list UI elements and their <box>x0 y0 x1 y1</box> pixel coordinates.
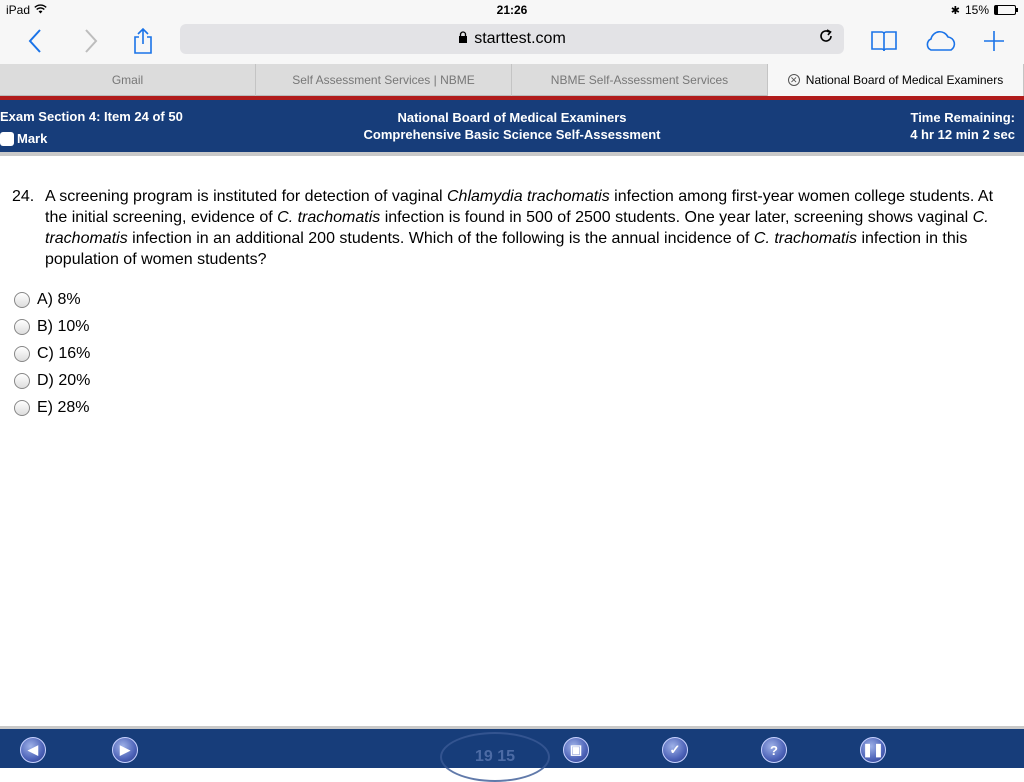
share-icon[interactable] <box>130 24 156 58</box>
close-tab-icon[interactable]: ✕ <box>788 74 800 86</box>
reload-icon[interactable] <box>818 28 834 49</box>
address-bar[interactable] <box>180 24 844 54</box>
radio-button[interactable] <box>14 346 30 362</box>
mark-label: Mark <box>17 131 48 146</box>
stem-part: infection is found in 500 of 2500 students. One year later, screening shows vaginal <box>380 209 973 226</box>
chevron-left-icon[interactable] <box>22 24 48 58</box>
next-icon[interactable]: ▶ <box>112 737 138 763</box>
exam-title-line2: Comprehensive Basic Science Self-Assessment <box>363 127 661 142</box>
url-text: starttest.com <box>474 30 566 47</box>
option-label: B) 10% <box>37 317 90 335</box>
header-divider <box>0 152 1024 156</box>
review-icon[interactable]: ✓ <box>662 737 688 763</box>
lab-values-icon[interactable]: ▣ <box>563 737 589 763</box>
option-e[interactable] <box>14 394 90 421</box>
stem-part: A screening program is instituted for detection of vaginal <box>45 188 447 205</box>
time-value: 4 hr 12 min 2 sec <box>910 127 1015 142</box>
question-stem <box>12 186 1002 270</box>
option-label: E) 28% <box>37 398 90 416</box>
battery-percent: 15% <box>964 3 989 17</box>
tab-self-assessment-services[interactable] <box>256 64 512 96</box>
stem-part: infection among first-year women college students. At the initial screening, evidence of <box>45 188 994 226</box>
stem-organism: C. trachomatis <box>45 209 989 247</box>
cloud-icon[interactable] <box>922 24 960 58</box>
time-label: Time Remaining: <box>910 110 1015 125</box>
chevron-right-icon[interactable] <box>78 24 104 58</box>
status-bar <box>0 0 1024 20</box>
pause-icon[interactable]: ❚❚ <box>860 737 886 763</box>
tab-label: NBME Self-Assessment Services <box>550 73 729 87</box>
option-label: A) 8% <box>37 290 81 308</box>
status-right <box>951 3 1016 17</box>
option-d[interactable] <box>14 367 90 394</box>
tab-label: Self Assessment Services | NBME <box>292 73 475 87</box>
exam-title-line1: National Board of Medical Examiners <box>397 110 627 125</box>
option-b[interactable] <box>14 313 90 340</box>
status-time: 21:26 <box>496 3 528 17</box>
book-icon[interactable] <box>868 24 900 58</box>
browser-toolbar <box>0 20 1024 64</box>
option-a[interactable] <box>14 286 90 313</box>
option-label: D) 20% <box>37 371 91 389</box>
exam-title <box>0 109 1024 143</box>
battery-icon <box>994 5 1016 15</box>
question-number: 24. <box>12 188 35 205</box>
time-remaining <box>910 109 1015 143</box>
bottom-nav <box>0 726 1024 768</box>
stem-organism: C. trachomatis <box>277 209 381 226</box>
seal-text: 19 15 <box>474 748 516 765</box>
bluetooth-icon: ✱ <box>950 4 960 17</box>
tab-nbme-active[interactable] <box>768 64 1024 96</box>
radio-button[interactable] <box>14 292 30 308</box>
tab-label: Gmail <box>111 73 144 87</box>
radio-button[interactable] <box>14 400 30 416</box>
previous-icon[interactable]: ◀ <box>20 737 46 763</box>
exam-header <box>0 100 1024 152</box>
stem-organism: C. trachomatis <box>753 230 858 247</box>
lock-icon <box>458 30 468 48</box>
answer-options <box>14 286 90 421</box>
tab-bar <box>0 64 1024 96</box>
tab-nbme-self-assessment[interactable] <box>512 64 768 96</box>
stem-organism: Chlamydia trachomatis <box>447 188 610 205</box>
stem-part: infection in this population of women students? <box>45 230 968 268</box>
option-label: C) 16% <box>37 344 91 362</box>
tab-label: National Board of Medical Examiners <box>805 73 1004 87</box>
option-c[interactable] <box>14 340 90 367</box>
nbme-seal <box>440 732 550 782</box>
help-icon[interactable]: ? <box>761 737 787 763</box>
question-text <box>45 186 1002 270</box>
plus-icon[interactable] <box>980 24 1008 58</box>
radio-button[interactable] <box>14 373 30 389</box>
device-name: iPad <box>6 3 31 17</box>
radio-button[interactable] <box>14 319 30 335</box>
exam-section-label: Exam Section 4: Item 24 of 50 <box>0 109 183 124</box>
stem-part: infection in an additional 200 students. Which of the following is the annual incidence of <box>127 230 754 247</box>
tab-gmail[interactable] <box>0 64 256 96</box>
